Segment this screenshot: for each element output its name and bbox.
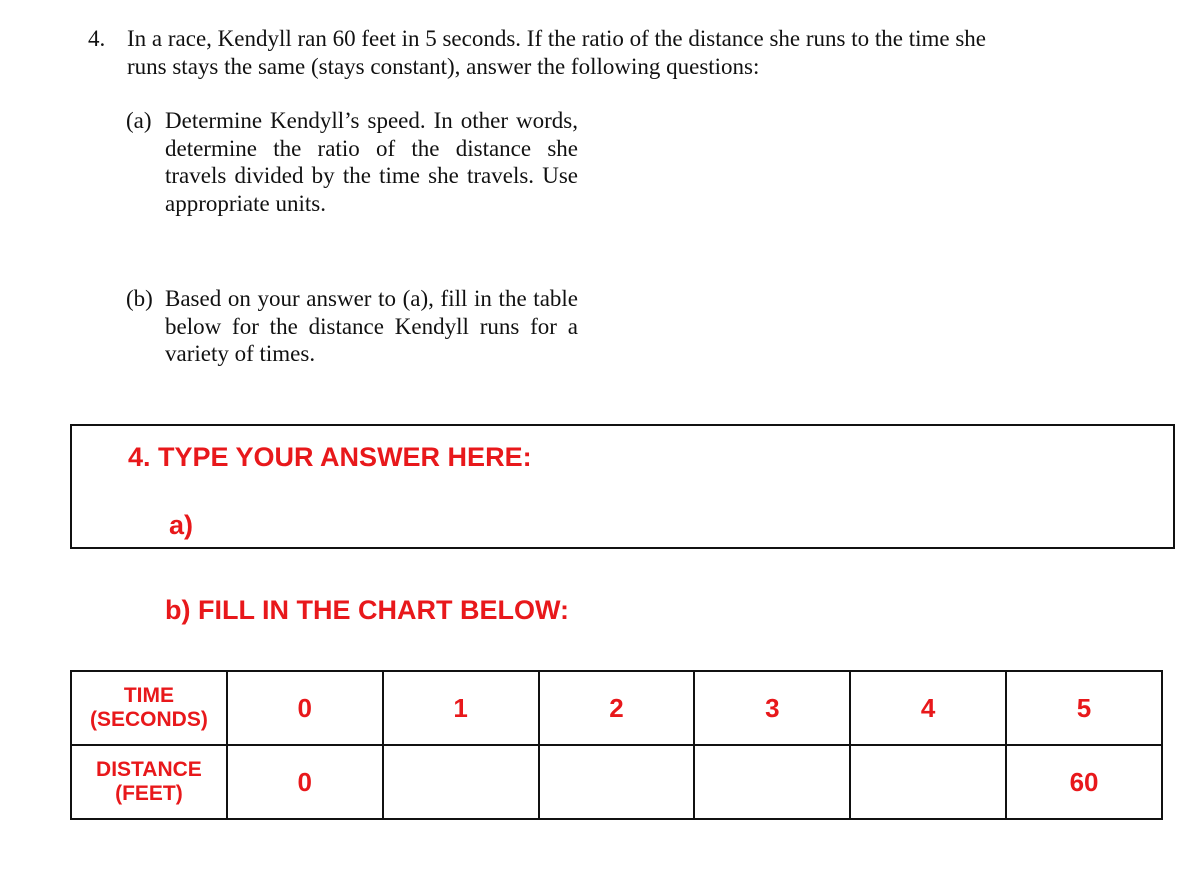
question-number: 4. [88,26,106,51]
table-row-distance [71,745,1162,819]
table-cell[interactable]: 0 [227,671,383,745]
ratio-table [70,670,1163,820]
part-b-text: Based on your answer to (a), fill in the table below for the distance Kendyll runs for a variety of times. [165,286,578,366]
chart-heading: b) FILL IN THE CHART BELOW: [165,595,569,625]
table-cell[interactable] [539,745,695,819]
table-cell[interactable]: 4 [850,671,1006,745]
table-row-time [71,671,1162,745]
table-cell[interactable]: 3 [694,671,850,745]
answer-box[interactable] [70,424,1175,549]
table-cell[interactable]: 0 [227,745,383,819]
part-a-text: Determine Kendyll’s speed. In other words, determine the ratio of the distance she travels divided by the time she travels. Use appropriate units. [165,108,578,216]
row-header-distance-line1: DISTANCE [96,758,202,781]
table-cell[interactable] [850,745,1006,819]
row-header-time [71,671,227,745]
answer-part-a-label: a) [169,510,194,540]
row-header-distance-line2: (FEET) [115,782,183,805]
table-cell[interactable]: 60 [1006,745,1162,819]
table-cell[interactable]: 2 [539,671,695,745]
row-header-time-line1: TIME [123,684,174,707]
table-cell[interactable]: 1 [383,671,539,745]
answer-heading: 4. TYPE YOUR ANSWER HERE: [128,442,532,472]
part-a-label: (a) [126,108,152,133]
table-cell[interactable]: 5 [1006,671,1162,745]
question-stem: In a race, Kendyll ran 60 feet in 5 seconds. If the ratio of the distance she runs to the time she runs stays the same (stays constant), answer the following questions: [127,26,987,79]
row-header-distance [71,745,227,819]
row-header-time-line2: (SECONDS) [90,708,208,731]
table-cell[interactable] [383,745,539,819]
table-cell[interactable] [694,745,850,819]
part-b-label: (b) [126,286,153,311]
